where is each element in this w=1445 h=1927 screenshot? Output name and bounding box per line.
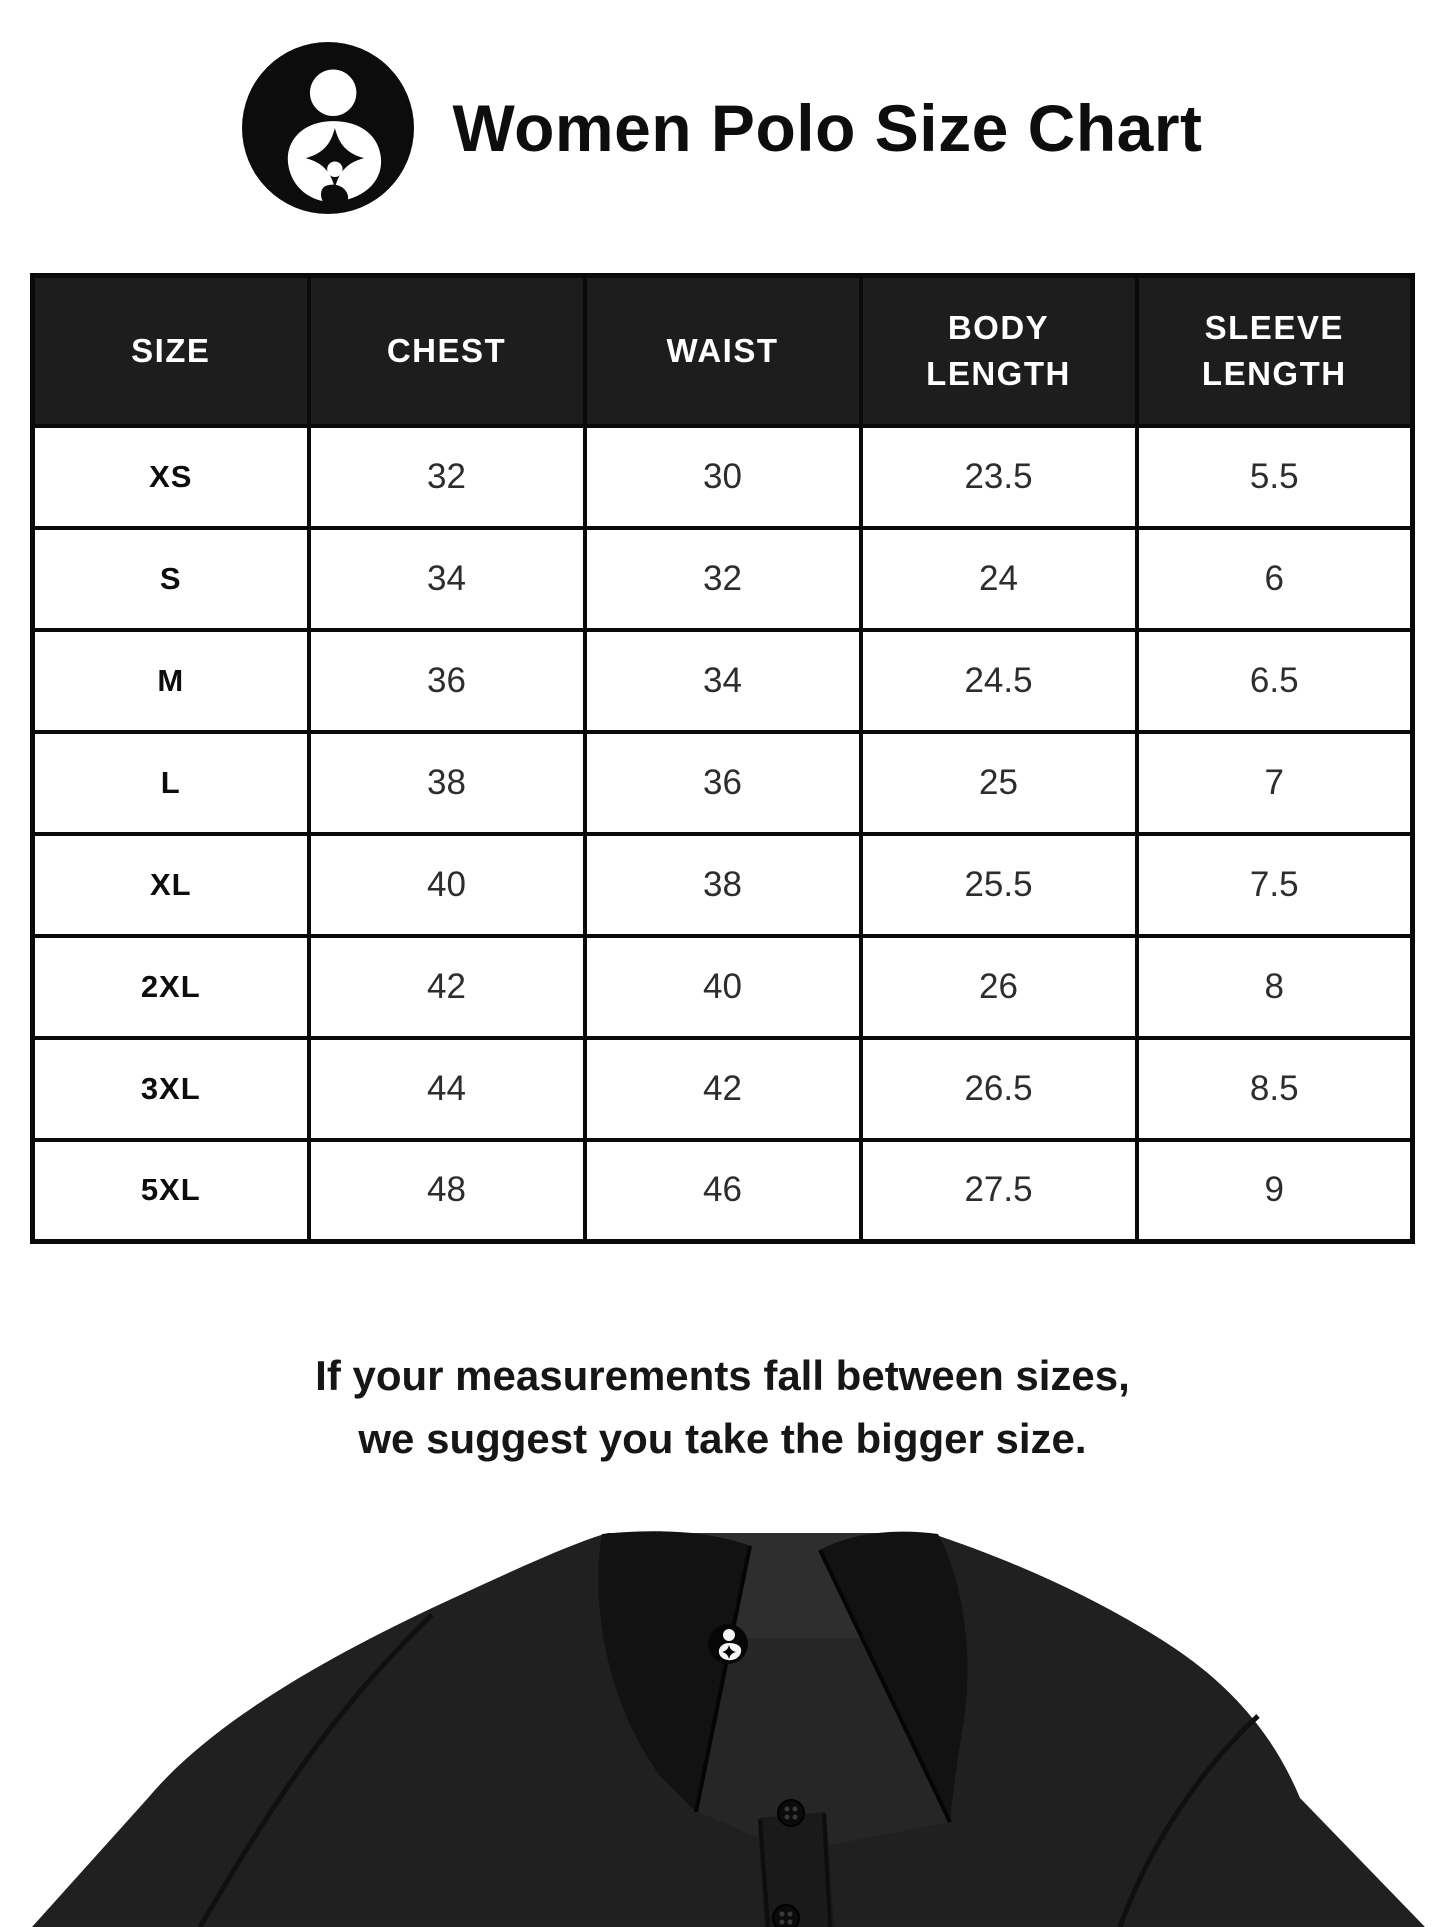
waist-cell: 46 bbox=[585, 1140, 861, 1242]
table-row bbox=[33, 834, 1413, 936]
sleeve-length-cell: 5.5 bbox=[1137, 426, 1413, 528]
column-header-chest: CHEST bbox=[309, 276, 585, 426]
table-row bbox=[33, 732, 1413, 834]
chest-cell: 48 bbox=[309, 1140, 585, 1242]
sleeve-length-cell: 8 bbox=[1137, 936, 1413, 1038]
table-row bbox=[33, 630, 1413, 732]
column-header-sleeve-length: SLEEVE LENGTH bbox=[1137, 276, 1413, 426]
body-length-cell: 25 bbox=[861, 732, 1137, 834]
chest-cell: 42 bbox=[309, 936, 585, 1038]
chest-cell: 44 bbox=[309, 1038, 585, 1140]
waist-cell: 36 bbox=[585, 732, 861, 834]
table-row bbox=[33, 528, 1413, 630]
body-length-cell: 23.5 bbox=[861, 426, 1137, 528]
size-label-cell: L bbox=[33, 732, 309, 834]
size-table-header bbox=[33, 276, 1413, 426]
size-table-body bbox=[33, 426, 1413, 1242]
sleeve-length-cell: 6 bbox=[1137, 528, 1413, 630]
table-row bbox=[33, 426, 1413, 528]
column-header-body-length: BODY LENGTH bbox=[861, 276, 1137, 426]
body-length-cell: 25.5 bbox=[861, 834, 1137, 936]
chest-cell: 40 bbox=[309, 834, 585, 936]
body-length-cell: 24 bbox=[861, 528, 1137, 630]
size-label-cell: M bbox=[33, 630, 309, 732]
collar-brand-label bbox=[708, 1624, 748, 1664]
chest-cell: 38 bbox=[309, 732, 585, 834]
size-label-cell: S bbox=[33, 528, 309, 630]
body-length-cell: 26 bbox=[861, 936, 1137, 1038]
size-label-cell: 3XL bbox=[33, 1038, 309, 1140]
body-length-cell: 27.5 bbox=[861, 1140, 1137, 1242]
sleeve-length-cell: 7.5 bbox=[1137, 834, 1413, 936]
waist-cell: 34 bbox=[585, 630, 861, 732]
brand-header bbox=[0, 0, 1445, 215]
sleeve-length-cell: 7 bbox=[1137, 732, 1413, 834]
fit-note bbox=[0, 1344, 1445, 1470]
chest-cell: 36 bbox=[309, 630, 585, 732]
table-row bbox=[33, 1140, 1413, 1242]
sleeve-length-cell: 9 bbox=[1137, 1140, 1413, 1242]
waist-cell: 30 bbox=[585, 426, 861, 528]
polo-shirt-image bbox=[0, 1520, 1445, 1927]
size-label-cell: 5XL bbox=[33, 1140, 309, 1242]
size-table-wrapper bbox=[30, 273, 1415, 1244]
polo-button-top bbox=[778, 1800, 804, 1826]
sleeve-length-cell: 8.5 bbox=[1137, 1038, 1413, 1140]
body-length-cell: 24.5 bbox=[861, 630, 1137, 732]
sleeve-length-cell: 6.5 bbox=[1137, 630, 1413, 732]
size-label-cell: 2XL bbox=[33, 936, 309, 1038]
brand-logo-icon bbox=[242, 42, 414, 214]
size-label-cell: XL bbox=[33, 834, 309, 936]
fit-note-line-1: If your measurements fall between sizes, bbox=[315, 1352, 1130, 1399]
polo-button-bottom bbox=[773, 1905, 799, 1927]
waist-cell: 32 bbox=[585, 528, 861, 630]
chest-cell: 32 bbox=[309, 426, 585, 528]
waist-cell: 40 bbox=[585, 936, 861, 1038]
waist-cell: 42 bbox=[585, 1038, 861, 1140]
header-row bbox=[33, 276, 1413, 426]
page-title: Women Polo Size Chart bbox=[452, 90, 1203, 165]
size-label-cell: XS bbox=[33, 426, 309, 528]
table-row bbox=[33, 936, 1413, 1038]
waist-cell: 38 bbox=[585, 834, 861, 936]
column-header-size: SIZE bbox=[33, 276, 309, 426]
size-table bbox=[30, 273, 1415, 1244]
column-header-waist: WAIST bbox=[585, 276, 861, 426]
chest-cell: 34 bbox=[309, 528, 585, 630]
body-length-cell: 26.5 bbox=[861, 1038, 1137, 1140]
table-row bbox=[33, 1038, 1413, 1140]
fit-note-line-2: we suggest you take the bigger size. bbox=[358, 1415, 1087, 1462]
